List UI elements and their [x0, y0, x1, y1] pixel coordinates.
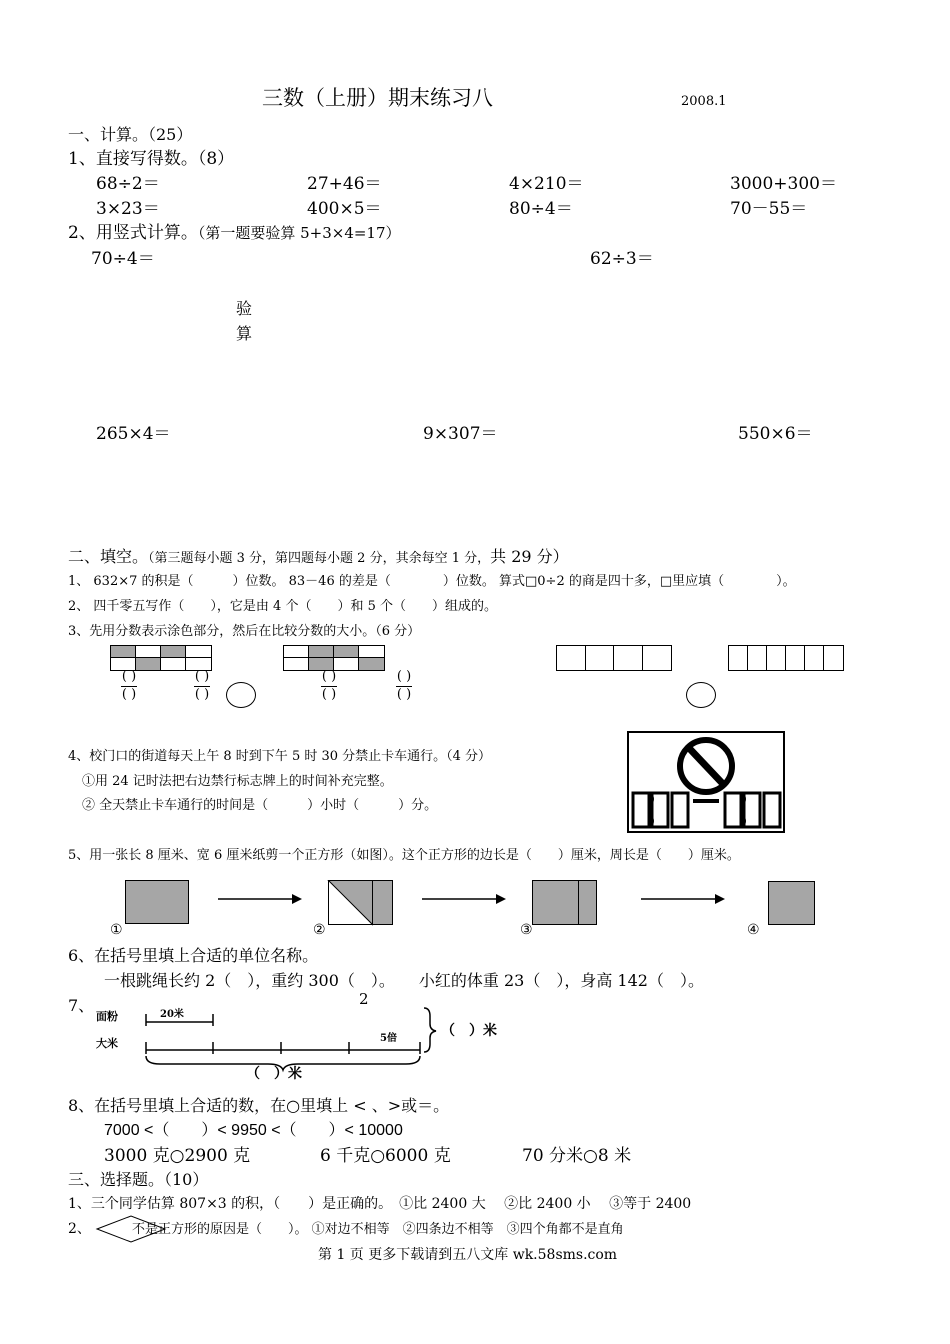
- fraction-strip-empty: [728, 645, 844, 671]
- compare-item: 6 千克○6000 克: [320, 1146, 451, 1166]
- q2-label: [68, 223, 401, 243]
- fill-q2: 2、 四千零五写作（ ），它是由 4 个（ ）和 5 个（ ）组成的。: [68, 599, 497, 614]
- q1-label: 1、直接写得数。（8）: [68, 149, 235, 169]
- fill-q3: 3、先用分数表示涂色部分，然后在比较分数的大小。（6 分）: [68, 624, 421, 639]
- q2-label-text: 2、用竖式计算。: [68, 223, 198, 243]
- fill-q4-b: ② 全天禁止卡车通行的时间是（ ）小时（ ）分。: [82, 798, 438, 813]
- section2-heading-text: 二、填空。: [68, 547, 149, 566]
- fill-q5-label: 5、用一张长 8 厘米、宽 6 厘米纸剪一个正方形（如图）。这个正方形的边长是（ ）厘米，周长是（ ）厘米。: [68, 848, 740, 863]
- arrow-icon: [422, 892, 506, 906]
- paper-rect-step1: [125, 880, 189, 924]
- choice-q1: 1、三个同学估算 807×3 的积，（ ）是正确的。 ①比 2400 大 ②比 2400 小 ③等于 2400: [68, 1196, 692, 1212]
- choice-q2-number: 2、: [68, 1221, 91, 1237]
- square-result-step4: [768, 881, 815, 925]
- exam-date: 2008.1: [681, 94, 727, 109]
- section1-heading: 一、计算。（25）: [68, 125, 193, 144]
- section2-note-end: 共 29 分）: [490, 547, 569, 566]
- arrow-icon: [218, 892, 302, 906]
- vertical-calc-item: 265×4＝: [96, 424, 171, 444]
- calc-item: 400×5＝: [307, 199, 382, 219]
- check-label-1: 验: [236, 299, 253, 318]
- total-length-blank: （ ）米: [441, 1023, 497, 1039]
- calc-item: 70－55＝: [730, 199, 808, 219]
- fill-q8-line1: 7000 <（ ）< 9950 <（ ）< 10000: [104, 1122, 403, 1139]
- line-segment-diagram: [140, 1004, 440, 1074]
- fill-q1: 1、 632×7 的积是（ ）位数。 83－46 的差是（ ）位数。 算式□0÷2 的商是四十多，□里应填（ ）。: [68, 574, 796, 589]
- choice-q2: 不是正方形的原因是（ ）。 ①对边不相等 ②四条边不相等 ③四个角都不是直角: [132, 1222, 624, 1237]
- times-label: 5倍: [380, 1033, 397, 1044]
- line-label-rice: 大米: [96, 1037, 118, 1050]
- page-title: 三数（上册）期末练习八: [262, 86, 493, 110]
- fill-q7-number: 2: [359, 990, 369, 1008]
- fill-q4-a: ①用 24 记时法把右边禁行标志牌上的时间补充完整。: [82, 774, 393, 789]
- step-mark: ②: [313, 922, 326, 938]
- calc-item: 27+46＝: [307, 174, 382, 194]
- q2-note: （第一题要验算 5+3×4=17）: [197, 224, 401, 242]
- calc-item: 3×23＝: [96, 199, 160, 219]
- page-footer: 第 1 页 更多下载请到五八文库 wk.58sms.com: [318, 1247, 618, 1263]
- vertical-calc-item: 62÷3＝: [590, 249, 654, 269]
- segment-label: 20米: [160, 1009, 184, 1020]
- step-mark: ③: [520, 922, 533, 938]
- section3-heading: 三、选择题。（10）: [68, 1170, 209, 1189]
- fraction-blank: ( ) ( ): [121, 669, 137, 702]
- vertical-calc-item: 9×307＝: [423, 424, 498, 444]
- vertical-calc-item: 550×6＝: [738, 424, 813, 444]
- compare-circle: [686, 682, 716, 708]
- fraction-blank: ( ) ( ): [194, 669, 210, 702]
- fill-q6-label: 6、在括号里填上合适的单位名称。: [68, 946, 319, 965]
- no-truck-sign: [627, 731, 785, 833]
- step-mark: ④: [747, 922, 760, 938]
- calc-item: 4×210＝: [509, 174, 584, 194]
- fraction-blank: ( ) ( ): [396, 669, 412, 702]
- compare-item: 3000 克○2900 克: [104, 1146, 251, 1166]
- step-mark: ①: [110, 922, 123, 938]
- fill-q4-label: 4、校门口的街道每天上午 8 时到下午 5 时 30 分禁止卡车通行。（4 分）: [68, 749, 492, 764]
- fraction-grid-shaded: [110, 645, 212, 671]
- calc-item: 3000+300＝: [730, 174, 837, 194]
- fraction-strip-empty: [556, 645, 672, 671]
- paper-cut-step3: [532, 880, 597, 925]
- compare-item: 70 分米○8 米: [522, 1146, 632, 1166]
- fraction-grid-shaded: [283, 645, 385, 671]
- arrow-icon: [641, 892, 725, 906]
- calc-item: 80÷4＝: [509, 199, 573, 219]
- fraction-blank: ( ) ( ): [321, 669, 337, 702]
- fill-q7-label: 7、: [68, 996, 95, 1015]
- check-label-2: 算: [236, 324, 253, 343]
- line-label-flour: 面粉: [96, 1010, 118, 1023]
- rice-length-blank: （ ）米: [246, 1066, 302, 1082]
- fill-q8-label: 8、在括号里填上合适的数，在○里填上 < 、>或＝。: [68, 1096, 450, 1115]
- calc-item: 68÷2＝: [96, 174, 160, 194]
- section2-note: （第三题每小题 3 分，第四题每小题 2 分，其余每空 1 分，: [148, 551, 491, 566]
- vertical-calc-item: 70÷4＝: [91, 249, 155, 269]
- compare-circle: [226, 682, 256, 708]
- section2-heading: [68, 547, 569, 567]
- fill-q6-text: 一根跳绳长约 2（ ），重约 300（ ）。 小红的体重 23（ ），身高 142（ ）。: [104, 971, 704, 990]
- paper-fold-step2: [328, 880, 393, 925]
